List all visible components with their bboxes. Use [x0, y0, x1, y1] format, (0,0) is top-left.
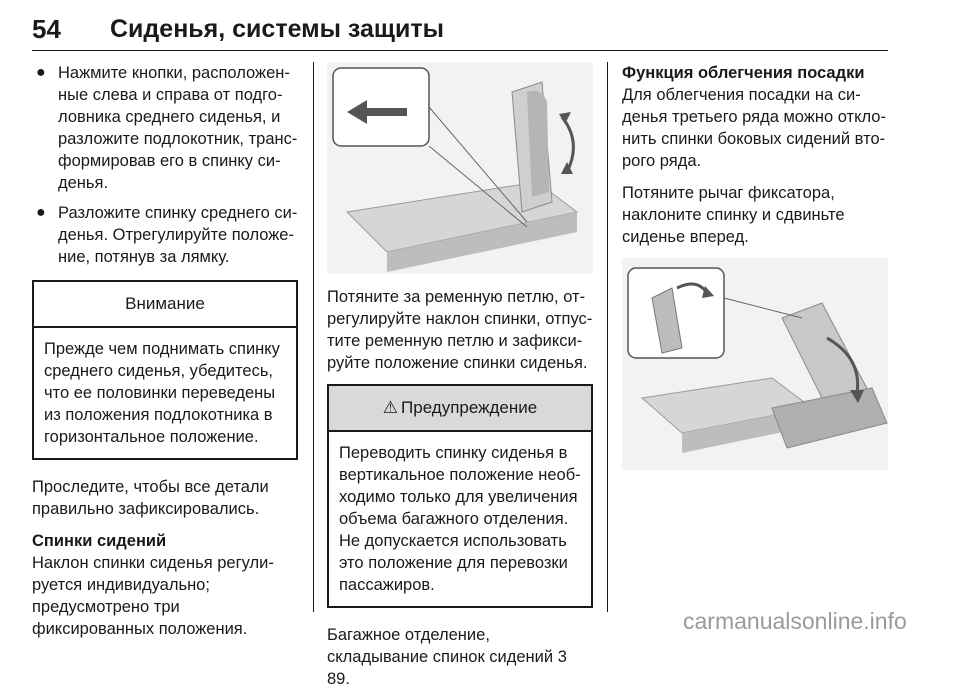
- warning-title-text: Предупреждение: [401, 398, 538, 417]
- bullet-icon: ●: [36, 204, 46, 221]
- paragraph: Наклон спинки сиденья регулируется индивидуально; предусмотрено три фиксированных положения.: [32, 554, 274, 638]
- column-right: [622, 62, 888, 470]
- warning-icon: ⚠: [382, 398, 399, 417]
- column-divider-right: [607, 62, 608, 612]
- seat-illustration-svg: [327, 62, 593, 274]
- paragraph: Потяните за ременную петлю, отрегулируйте наклон спинки, отпустите ременную петлю и зафиксируйте положение спинки сиденья.: [327, 288, 593, 372]
- section-heading: Функция облегчения посадки: [622, 64, 865, 82]
- page-header: [32, 10, 888, 51]
- list-item: [32, 62, 298, 194]
- warning-body: Переводить спинку сиденья в вертикальное положение необходимо только для увеличения объема багажного отделения. Не допускается использовать это положение для перевозки пассажиров.: [339, 444, 581, 594]
- arrow-reference-icon: 3: [557, 648, 567, 666]
- paragraph: Проследите, чтобы все детали правильно зафиксировались.: [32, 478, 269, 518]
- warning-box: [327, 384, 593, 608]
- reference-page: 89.: [327, 670, 350, 688]
- page-title: Сиденья, системы защиты: [110, 15, 444, 43]
- paragraph: Потяните рычаг фиксатора, наклоните спинку и сдвиньте сиденье вперед.: [622, 184, 845, 246]
- notice-body: Прежде чем поднимать спинку среднего сиденья, убедитесь, что ее половинки переведены из положения подлокотника в горизонтальное положение.: [44, 340, 280, 446]
- watermark: carmanualsonline.info: [683, 608, 907, 634]
- easy-entry-illustration: [622, 258, 888, 470]
- notice-title: Внимание: [34, 282, 296, 328]
- column-middle: [327, 62, 593, 700]
- warning-title: [329, 386, 591, 432]
- column-divider-left: [313, 62, 314, 612]
- page-number: 54: [32, 14, 61, 44]
- list-item: [32, 202, 298, 268]
- easy-entry-svg: [622, 258, 888, 470]
- bullet-text: Разложите спинку среднего сиденья. Отрегулируйте положение, потянув за лямку.: [58, 204, 298, 266]
- seat-recline-illustration: [327, 62, 593, 274]
- paragraph: Для облегчения посадки на сиденья третьего ряда можно отклонить спинки боковых сидений второго ряда.: [622, 86, 886, 170]
- reference-text: Багажное отделение, складывание спинок сидений: [327, 626, 554, 666]
- cross-reference: [327, 624, 593, 690]
- section-heading: Спинки сидений: [32, 532, 167, 550]
- bullet-icon: ●: [36, 64, 46, 81]
- column-left: [32, 62, 298, 650]
- bullet-text: Нажмите кнопки, расположенные слева и справа от подголовника среднего сиденья, и разложите подлокотник, трансформировав его в спинку сиденья.: [58, 64, 298, 192]
- notice-box: [32, 280, 298, 460]
